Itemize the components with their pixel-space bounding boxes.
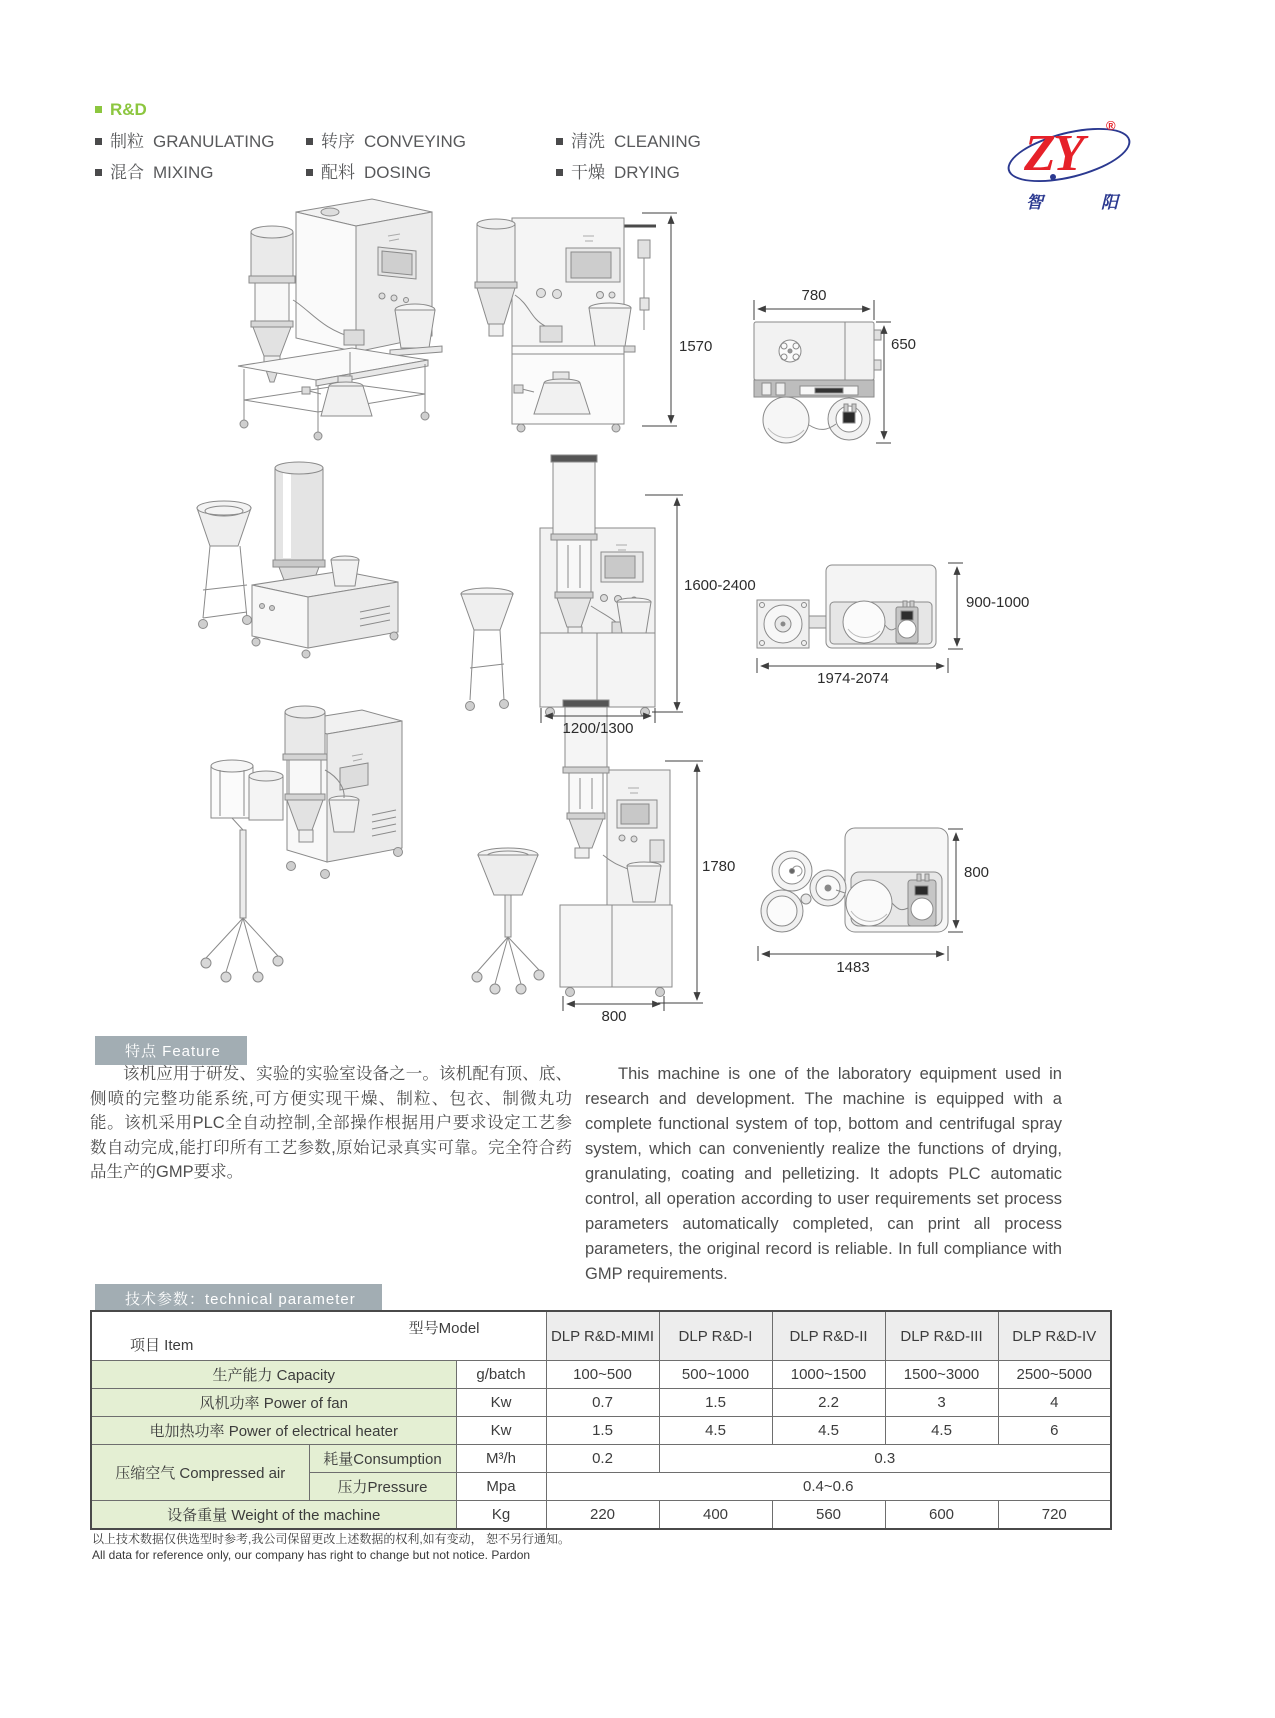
row-unit: Kw [456, 1389, 546, 1417]
value-cell: 3 [885, 1389, 998, 1417]
diagonal-header-cell [91, 1311, 546, 1361]
model-column-header: DLP R&D-I [659, 1311, 772, 1361]
model-header-label: 型号Model [408, 1320, 480, 1337]
value-cell: 0.7 [546, 1389, 659, 1417]
drawing-row2-top [757, 565, 936, 648]
dimension-label: 900-1000 [966, 594, 1030, 611]
model-column-header: DLP R&D-III [885, 1311, 998, 1361]
process-tag-granulating: 制粒 GRANULATING [95, 127, 275, 158]
drawing-row3-top [761, 828, 948, 932]
dimension-label: 1974-2074 [817, 670, 889, 687]
process-tag-mixing: 混合 MIXING [95, 158, 275, 189]
row-unit: g/batch [456, 1361, 546, 1389]
process-tag-conveying: 转序 CONVEYING [306, 127, 466, 158]
row-unit: Kg [456, 1501, 546, 1530]
table-header-row [91, 1311, 1111, 1361]
dimension-label: 1780 [702, 858, 736, 875]
row-subitem-label: 压力Pressure [309, 1473, 456, 1501]
feature-text-en: This machine is one of the laboratory equipment used in research and development. The machine is equipped with a complete functional system of top, bottom and centrifugal spray system, which can conveniently realize the functions of drying, granulating, coating and pelletizing. It adopts PLC automatic control, all operation according to user requirements set process parameters automatically completed, can print all process parameters, the original record is reliable. In full compliance with GMP requirements. [585, 1065, 1062, 1283]
value-cell: 220 [546, 1501, 659, 1530]
value-cell: 2.2 [772, 1389, 885, 1417]
dimension-label: 800 [964, 864, 990, 881]
table-row-capacity [91, 1361, 1111, 1389]
footnote-en: All data for reference only, our company has right to change but not notice. Pardon [92, 1548, 531, 1562]
process-tag-cleaning: 清洗 CLEANING [556, 127, 701, 158]
footnote-zh: 以上技术数据仅供选型时参考,我公司保留更改上述数据的权利,如有变动， 恕不另行通知。 [92, 1532, 571, 1546]
value-cell: 4.5 [772, 1417, 885, 1445]
value-cell: 4 [998, 1389, 1111, 1417]
table-row-heater-power [91, 1417, 1111, 1445]
dimension-label: 1570 [679, 338, 713, 355]
rd-label: R&D [95, 100, 147, 120]
technical-parameter-table [90, 1310, 1112, 1530]
row-item-label: 电加热功率 Power of electrical heater [91, 1417, 456, 1445]
value-cell: 6 [998, 1417, 1111, 1445]
value-cell: 4.5 [659, 1417, 772, 1445]
drawing-row1-perspective [238, 199, 442, 440]
row-unit: Mpa [456, 1473, 546, 1501]
dimension-label: 1600-2400 [684, 577, 756, 594]
row-unit: Kw [456, 1417, 546, 1445]
value-cell: 1.5 [546, 1417, 659, 1445]
table-row-weight [91, 1501, 1111, 1530]
drawing-row3-perspective [201, 706, 403, 982]
value-cell: 600 [885, 1501, 998, 1530]
drawing-row1-top [754, 322, 881, 443]
table-row-compressed-air-consumption [91, 1445, 1111, 1473]
row-item-label: 风机功率 Power of fan [91, 1389, 456, 1417]
value-cell: 720 [998, 1501, 1111, 1530]
value-cell: 4.5 [885, 1417, 998, 1445]
drawing-row2-front [461, 455, 655, 717]
row-item-label: 设备重量 Weight of the machine [91, 1501, 456, 1530]
item-header-label: 项目 Item [130, 1337, 194, 1354]
logo-text: ZY [1024, 125, 1082, 182]
value-cell: 1.5 [659, 1389, 772, 1417]
row-item-label: 压缩空气 Compressed air [91, 1445, 309, 1501]
value-cell: 0.4~0.6 [546, 1473, 1111, 1501]
process-tag-drying: 干燥 DRYING [556, 158, 701, 189]
value-cell: 500~1000 [659, 1361, 772, 1389]
value-cell: 2500~5000 [998, 1361, 1111, 1389]
value-cell: 0.2 [546, 1445, 659, 1473]
model-column-header: DLP R&D-MIMI [546, 1311, 659, 1361]
dimension-label: 1200/1300 [562, 720, 634, 737]
technical-parameter-badge: 技术参数：technical parameter [95, 1284, 382, 1313]
dimension-label: 650 [891, 336, 917, 353]
drawing-row3-front [472, 700, 672, 997]
dimension-label: 780 [801, 287, 827, 304]
value-cell: 100~500 [546, 1361, 659, 1389]
value-cell: 0.3 [659, 1445, 1111, 1473]
dimension-label: 1483 [836, 959, 870, 976]
model-column-header: DLP R&D-IV [998, 1311, 1111, 1361]
drawing-row2-perspective [197, 462, 398, 658]
value-cell: 1000~1500 [772, 1361, 885, 1389]
value-cell: 400 [659, 1501, 772, 1530]
drawing-row1-front [475, 218, 656, 432]
registered-mark: ® [1106, 118, 1116, 133]
logo-chinese-name: 智 阳 [1026, 193, 1118, 212]
feature-badge: 特点 Feature [95, 1036, 247, 1065]
table-row-fan-power [91, 1389, 1111, 1417]
value-cell: 560 [772, 1501, 885, 1530]
dimension-label: 800 [601, 1008, 627, 1025]
value-cell: 1500~3000 [885, 1361, 998, 1389]
row-item-label: 生产能力 Capacity [91, 1361, 456, 1389]
feature-text-zh: 该机应用于研发、实验的实验室设备之一。该机配有顶、底、侧喷的完整功能系统,可方便实现干燥、制粒、包衣、制微丸功能。该机采用PLC全自动控制,全部操作根据用户要求设定工艺参数自动完成,能打印所有工艺参数,原始记录真实可靠。完全符合药品生产的GMP要求。 [90, 1065, 572, 1181]
process-tag-dosing: 配料 DOSING [306, 158, 466, 189]
model-column-header: DLP R&D-II [772, 1311, 885, 1361]
row-subitem-label: 耗量Consumption [309, 1445, 456, 1473]
row-unit: M³/h [456, 1445, 546, 1473]
